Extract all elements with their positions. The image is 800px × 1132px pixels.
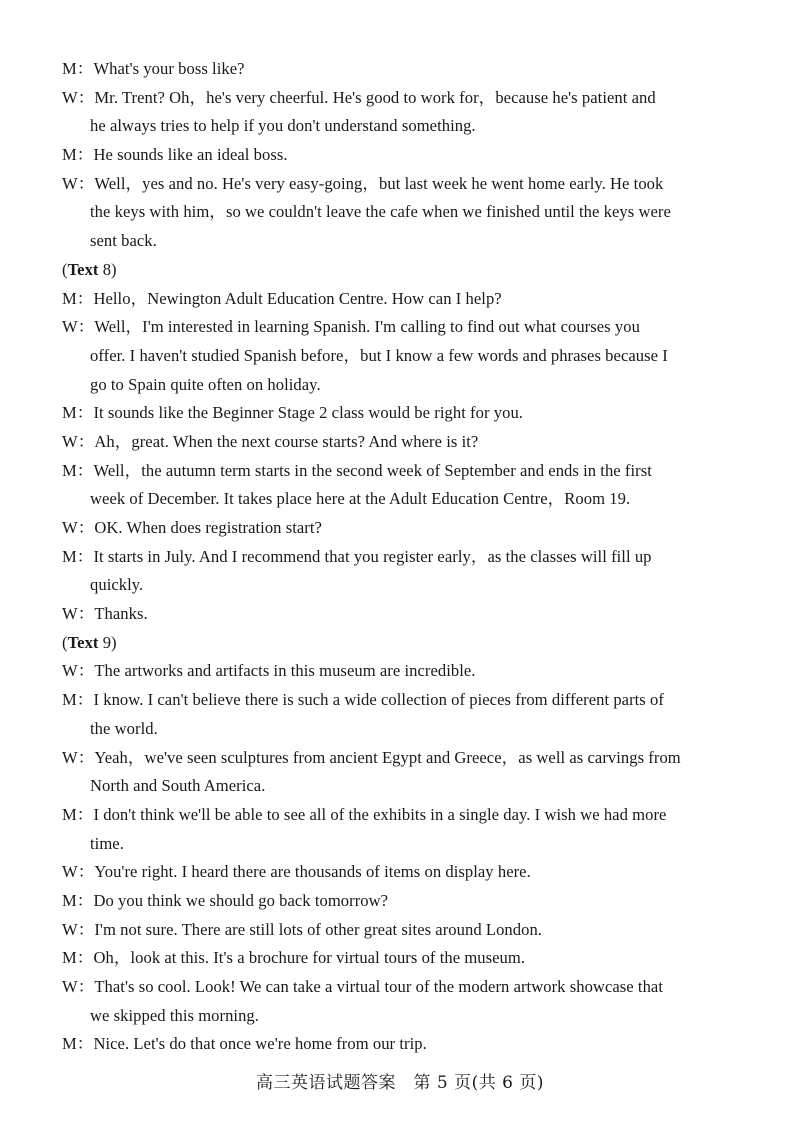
dialogue-line: W：That's so cool. Look! We can take a virtual tour of the modern artwork showcase that: [62, 977, 663, 996]
dialogue-line: M：Nice. Let's do that once we're home from our trip.: [62, 1034, 427, 1054]
dialogue-line: W：Mr. Trent? Oh，he's very cheerful. He's good to work for，because he's patient and: [62, 87, 656, 107]
dialogue-line: M：It sounds like the Beginner Stage 2 class would be right for you.: [62, 403, 523, 423]
dialogue-continuation-line: offer. I haven't studied Spanish before，but I know a few words and phrases because I: [90, 345, 668, 365]
dialogue-line: M：I don't think we'll be able to see all of the exhibits in a single day. I wish we had more: [62, 804, 667, 824]
dialogue-line: W：OK. When does registration start?: [62, 518, 322, 537]
transcript-body: [62, 55, 742, 1059]
dialogue-line: M：Well，the autumn term starts in the second week of September and ends in the first: [62, 460, 652, 480]
dialogue-continuation-line: the world.: [90, 718, 158, 738]
section-heading: (Text 9): [62, 632, 117, 652]
dialogue-line: W：The artworks and artifacts in this museum are incredible.: [62, 661, 476, 681]
dialogue-line: W：Thanks.: [62, 604, 148, 624]
dialogue-line: W：Well，I'm interested in learning Spanish. I'm calling to find out what courses you: [62, 317, 640, 337]
dialogue-continuation-line: North and South America.: [90, 776, 266, 796]
section-heading-label: Text: [67, 632, 99, 652]
dialogue-line: M：I know. I can't believe there is such a wide collection of pieces from different parts of: [62, 690, 664, 710]
dialogue-line: M：He sounds like an ideal boss.: [62, 145, 288, 165]
dialogue-line: M：What's your boss like?: [62, 59, 245, 78]
dialogue-continuation-line: time.: [90, 833, 124, 853]
dialogue-line: W：You're right. I heard there are thousands of items on display here.: [62, 862, 531, 882]
dialogue-continuation-line: go to Spain quite often on holiday.: [90, 374, 321, 394]
dialogue-line: M：It starts in July. And I recommend that you register early，as the classes will fill up: [62, 546, 652, 566]
section-heading: (Text 8): [62, 259, 117, 279]
dialogue-line: W：Well，yes and no. He's very easy-going，but last week he went home early. He took: [62, 173, 664, 193]
page-footer: 高三英语试题答案 第 5 页(共 6 页): [255, 1073, 544, 1093]
dialogue-line: M：Hello，Newington Adult Education Centre. How can I help?: [62, 288, 502, 308]
dialogue-line: W：I'm not sure. There are still lots of other great sites around London.: [62, 919, 543, 939]
dialogue-line: W：Yeah，we've seen sculptures from ancient Egypt and Greece，as well as carvings from: [62, 747, 681, 767]
dialogue-continuation-line: he always tries to help if you don't understand something.: [90, 116, 476, 136]
dialogue-continuation-line: quickly.: [90, 575, 144, 595]
dialogue-line: M：Oh，look at this. It's a brochure for virtual tours of the museum.: [62, 948, 526, 968]
dialogue-continuation-line: sent back.: [90, 231, 157, 251]
dialogue-continuation-line: the keys with him，so we couldn't leave the cafe when we finished until the keys were: [90, 202, 671, 222]
dialogue-line: M：Do you think we should go back tomorrow?: [62, 890, 389, 910]
section-heading-label: Text: [67, 259, 99, 279]
dialogue-line: W：Ah，great. When the next course starts? And where is it?: [62, 431, 479, 451]
dialogue-continuation-line: we skipped this morning.: [90, 1005, 259, 1025]
dialogue-continuation-line: week of December. It takes place here at the Adult Education Centre，Room 19.: [90, 489, 631, 509]
